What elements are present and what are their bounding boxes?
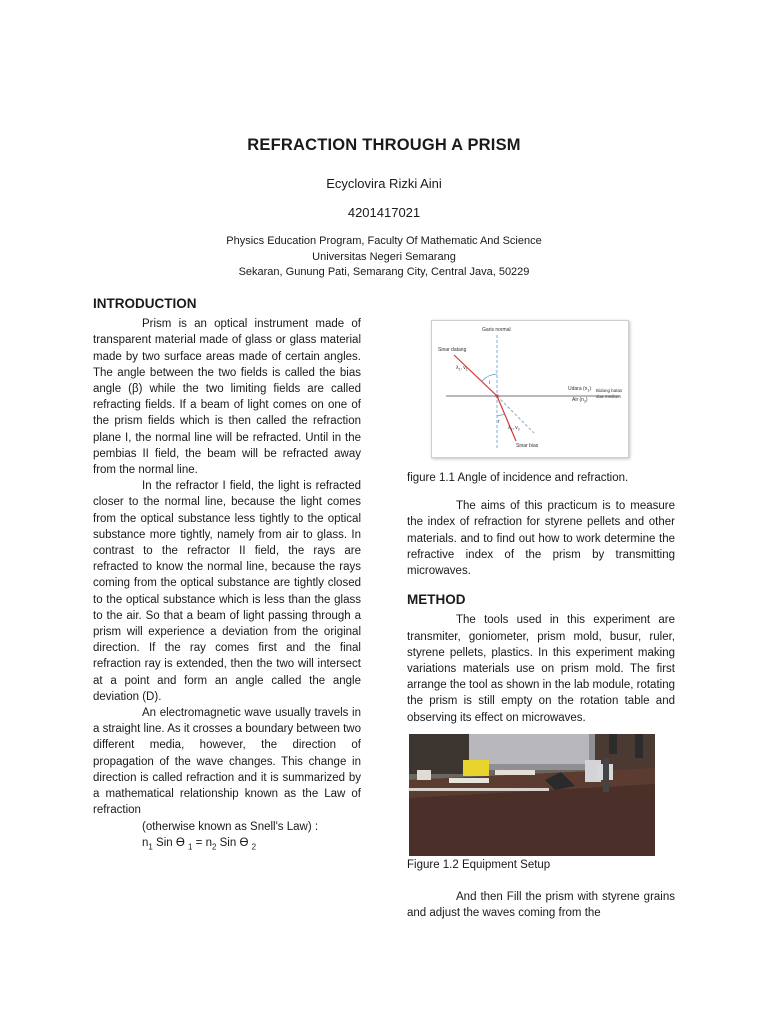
- formula-sub: 2: [251, 842, 257, 851]
- formula-sin: Sin ϴ: [152, 836, 189, 849]
- refraction-figure: [431, 320, 629, 458]
- formula-sub: 2: [211, 842, 217, 851]
- formula-eq: = n: [192, 836, 212, 849]
- water-label: Air $(n_2)$: [572, 397, 588, 404]
- intro-paragraph-1: Prism is an optical instrument made of transparent material made of glass or glass material made by two surface areas made of certain angles. The angle between the two fields is called the bias angle (β) while the two limiting fields are called refracting fields. If a beam of light comes on one of the prism fields which is then called the refraction plane I, the normal line will be refracted. Until in the pembias II field, the beam will be refracted away from the normal line.: [93, 318, 361, 477]
- snells-law-text: (otherwise known as Snell's Law) :: [142, 820, 319, 833]
- figure-2-caption: Figure 1.2 Equipment Setup: [407, 858, 551, 871]
- affiliation-line: Physics Education Program, Faculty Of Mathematic And Science: [226, 235, 542, 247]
- affiliation-line: Universitas Negeri Semarang: [312, 250, 456, 263]
- intro-paragraph-3: An electromagnetic wave usually travels in a straight line. As it crosses a boundary between two different media, however, the direction of propagation of the wave changes. This change in direction is called refraction and it is summarized by a mathematical relationship known as the Law of refraction: [93, 707, 361, 817]
- incidence-point: [495, 394, 498, 397]
- method-paragraph: The tools used in this experiment are transmiter, goniometer, prism mold, busur, ruler, styrene pellets, plastics. In this experiment making variations materials use on prism mold. The first arrange the tool as shown in the lab module, rotating the prism is still empty on the rotation table and observing its effect on microwaves.: [407, 614, 675, 724]
- author-name: Ecyclovira Rizki Aini: [326, 176, 442, 191]
- aims-paragraph: The aims of this practicum is to measure the index of refraction for styrene pellets and other materials. and to find out how to work determine the refractive index of the prism by transmitting microwaves.: [407, 500, 675, 578]
- figure-1-caption: figure 1.1 Angle of incidence and refraction.: [407, 472, 629, 484]
- formula-sub: 1: [148, 842, 153, 851]
- intro-paragraph-2: In the refractor I field, the light is refracted closer to the normal line, because the light comes from the optical substance less tightly to the optical substance more tightly, namely from air to glass. In contrast to the refractor II field, the rays are refracted to know the normal line, because the rays coming from the optical substance are tightly closed to the optical substance which is less than the glass to the air. So that a beam of light passing through a prism will experience a deviation from the original direction. If the ray comes first and the final refraction ray is extended, then the two will intersect at a point and form an angle called the angle deviation (D).: [93, 480, 361, 703]
- method-continuation: And then Fill the prism with styrene grains and adjust the waves coming from the: [407, 891, 675, 920]
- paper-title: REFRACTION THROUGH A PRISM: [247, 136, 521, 154]
- formula-sub: 1: [188, 842, 193, 851]
- formula-sin: Sin ϴ: [216, 836, 252, 849]
- refracted-label: Sinar bias: [516, 443, 539, 449]
- affiliation-line: Sekaran, Gunung Pati, Semarang City, Central Java, 50229: [238, 266, 530, 278]
- affiliation: [0, 234, 768, 281]
- angle-i-label: i: [489, 380, 491, 386]
- boundary-label-1: Bidang batas: [596, 388, 623, 393]
- snells-law-formula: [93, 835, 361, 856]
- air-label: Udara $(n_1)$: [568, 386, 592, 393]
- angle-r-label: r: [498, 419, 500, 425]
- formula-n: n: [142, 836, 149, 849]
- lambda2-label: $\lambda_2$, $v_2$: [508, 425, 520, 432]
- incident-label: Sinar datang: [438, 347, 467, 353]
- introduction-heading: INTRODUCTION: [93, 296, 197, 311]
- boundary-label-2: dua medium: [596, 394, 621, 399]
- lambda1-label: $\lambda_1$, $v_1$: [456, 365, 468, 372]
- normal-label: Garis normal: [482, 327, 511, 333]
- equipment-photo-drawing: [409, 734, 655, 856]
- left-column: [93, 296, 361, 855]
- right-column: [407, 320, 675, 921]
- method-heading: METHOD: [407, 592, 466, 608]
- refraction-diagram: [432, 321, 628, 457]
- equipment-photo: [409, 734, 655, 856]
- student-id: 4201417021: [347, 205, 421, 220]
